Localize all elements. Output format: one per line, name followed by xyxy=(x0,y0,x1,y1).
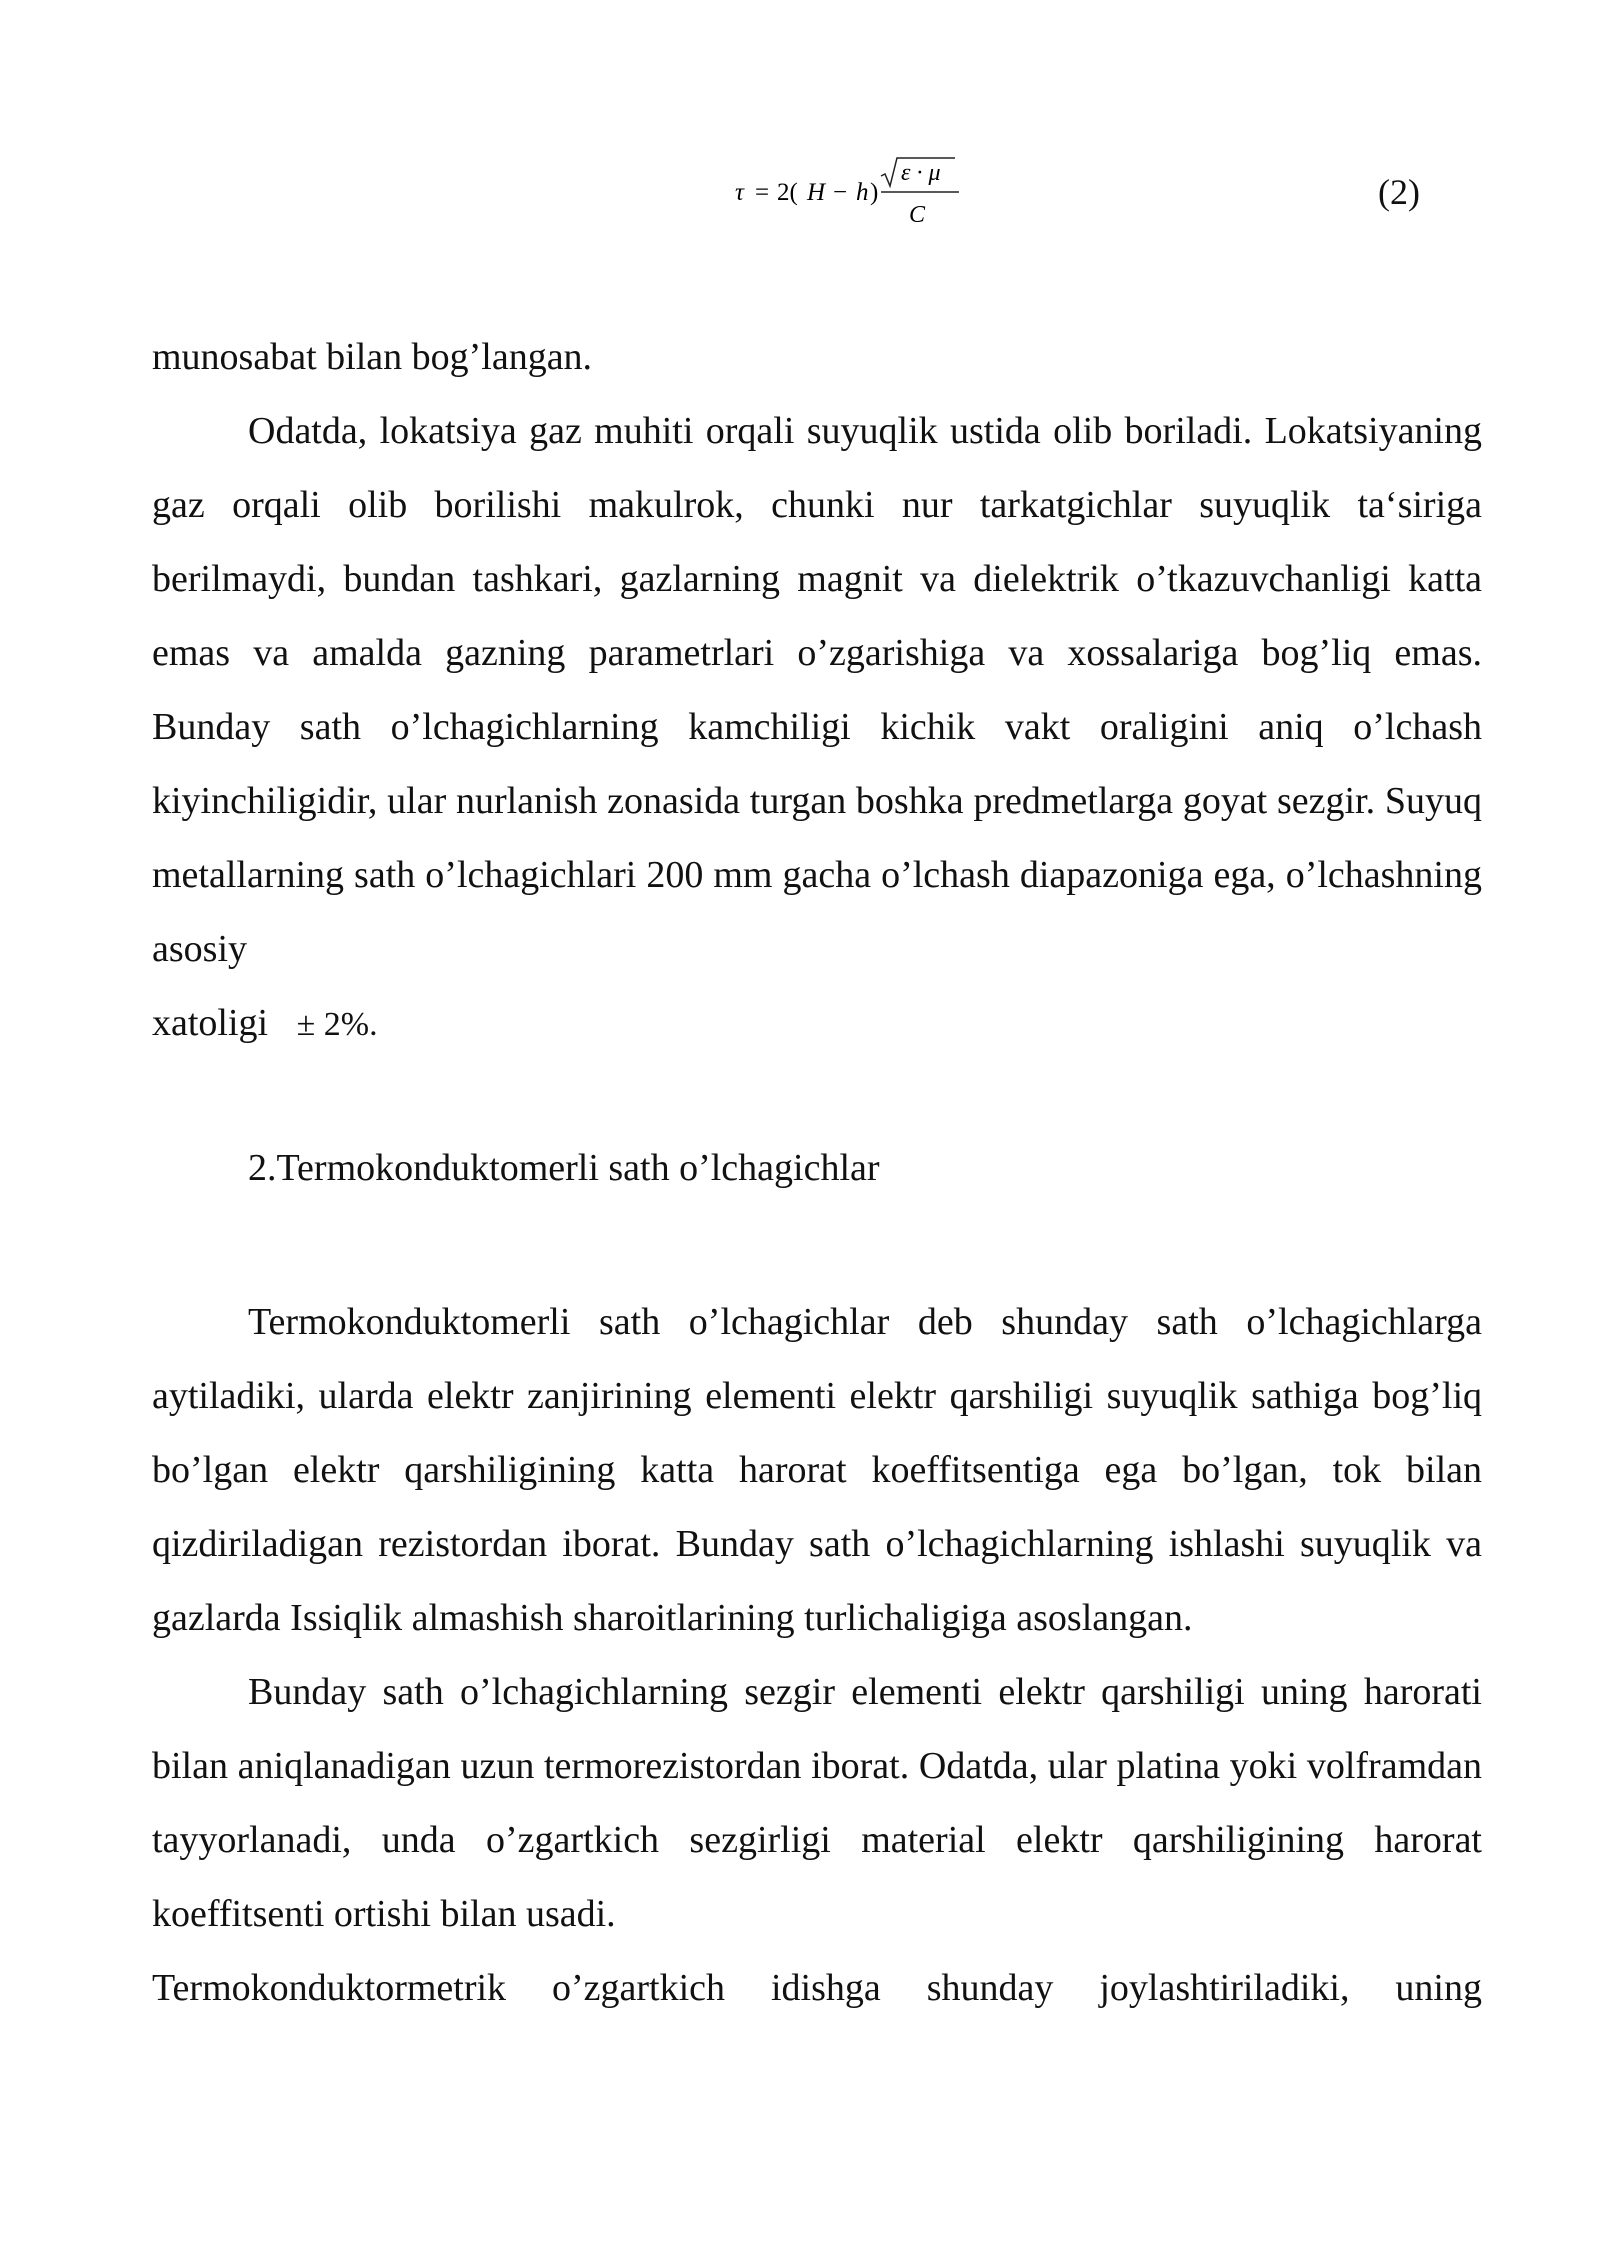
formula-H: H xyxy=(807,179,826,206)
formula-h: h xyxy=(856,179,869,206)
formula-tau: τ xyxy=(735,179,744,206)
paragraph-2: Termokonduktomerli sath o’lchagichlar deb shunday sath o’lchagichlarga aytiladiki, ularda elektr zanjirining elementi elektr qarshiligi suyuqlik sathiga bog’liq bo’lgan elektr qarshiligining katta harorat koeffitsentiga ega bo’lgan, tok bilan qizdiriladigan rezistordan iborat. Bunday sath o’lchagichlarning ishlashi suyuqlik va gazlarda Issiqlik almashish sharoitlarining turlichaligiga asoslangan. xyxy=(152,1301,1482,1639)
paragraph-0: munosabat bilan bog’langan. xyxy=(152,336,593,378)
text-block-1 xyxy=(152,320,1482,1062)
formula-numerator: ε · μ xyxy=(901,160,941,186)
formula-denominator: C xyxy=(909,202,926,228)
paragraph-3-last-line: Termokonduktormetrik o’zgartkich idishga shunday joylashtiriladiki, uning xyxy=(152,1967,1482,2009)
paragraph-3: Bunday sath o’lchagichlarning sezgir elementi elektr qarshiligi uning harorati bilan aniqlanadigan uzun termorezistordan iborat. Odatda, ular platina yoki volframdan tayyorlanadi, unda o’zgartkich sezgirligi material elektr qarshiligining harorat koeffitsenti ortishi bilan usadi. xyxy=(152,1671,1482,1935)
formula xyxy=(735,150,995,240)
text-block-2 xyxy=(152,1285,1482,2025)
paragraph-1: Odatda, lokatsiya gaz muhiti orqali suyuqlik ustida olib boriladi. Lokatsiyaning gaz orqali olib borilishi makulrok, chunki nur tarkatgichlar suyuqlik ta‘siriga berilmaydi, bundan tashkari, gazlarning magnit va dielektrik o’tkazuvchanligi katta emas va amalda gazning parametrlari o’zgarishiga va xossalariga bog’liq emas. Bunday sath o’lchagichlarning kamchiligi kichik vakt oraligini aniq o’lchash kiyinchiligidir, ular nurlanish zonasida turgan boshka predmetlarga goyat sezgir. Suyuq metallarning sath o’lchagichlari 200 mm gacha o’lchash diapazoniga ega, o’lchashning asosiy xyxy=(152,410,1482,970)
paragraph-1-tail xyxy=(152,986,1482,1062)
formula-coefficient: 2( xyxy=(777,179,798,206)
section-heading: 2.Termokonduktomerli sath o’lchagichlar xyxy=(248,1147,880,1189)
equation-number: (2) xyxy=(1378,172,1420,212)
formula-minus: − xyxy=(833,179,848,206)
paragraph-1-tail-word: xatoligi xyxy=(152,1002,269,1044)
paragraph-1-tail-value: ± 2%. xyxy=(296,1006,378,1043)
formula-svg xyxy=(735,150,995,240)
formula-equals: = xyxy=(755,179,770,206)
formula-close-paren: ) xyxy=(870,179,879,206)
